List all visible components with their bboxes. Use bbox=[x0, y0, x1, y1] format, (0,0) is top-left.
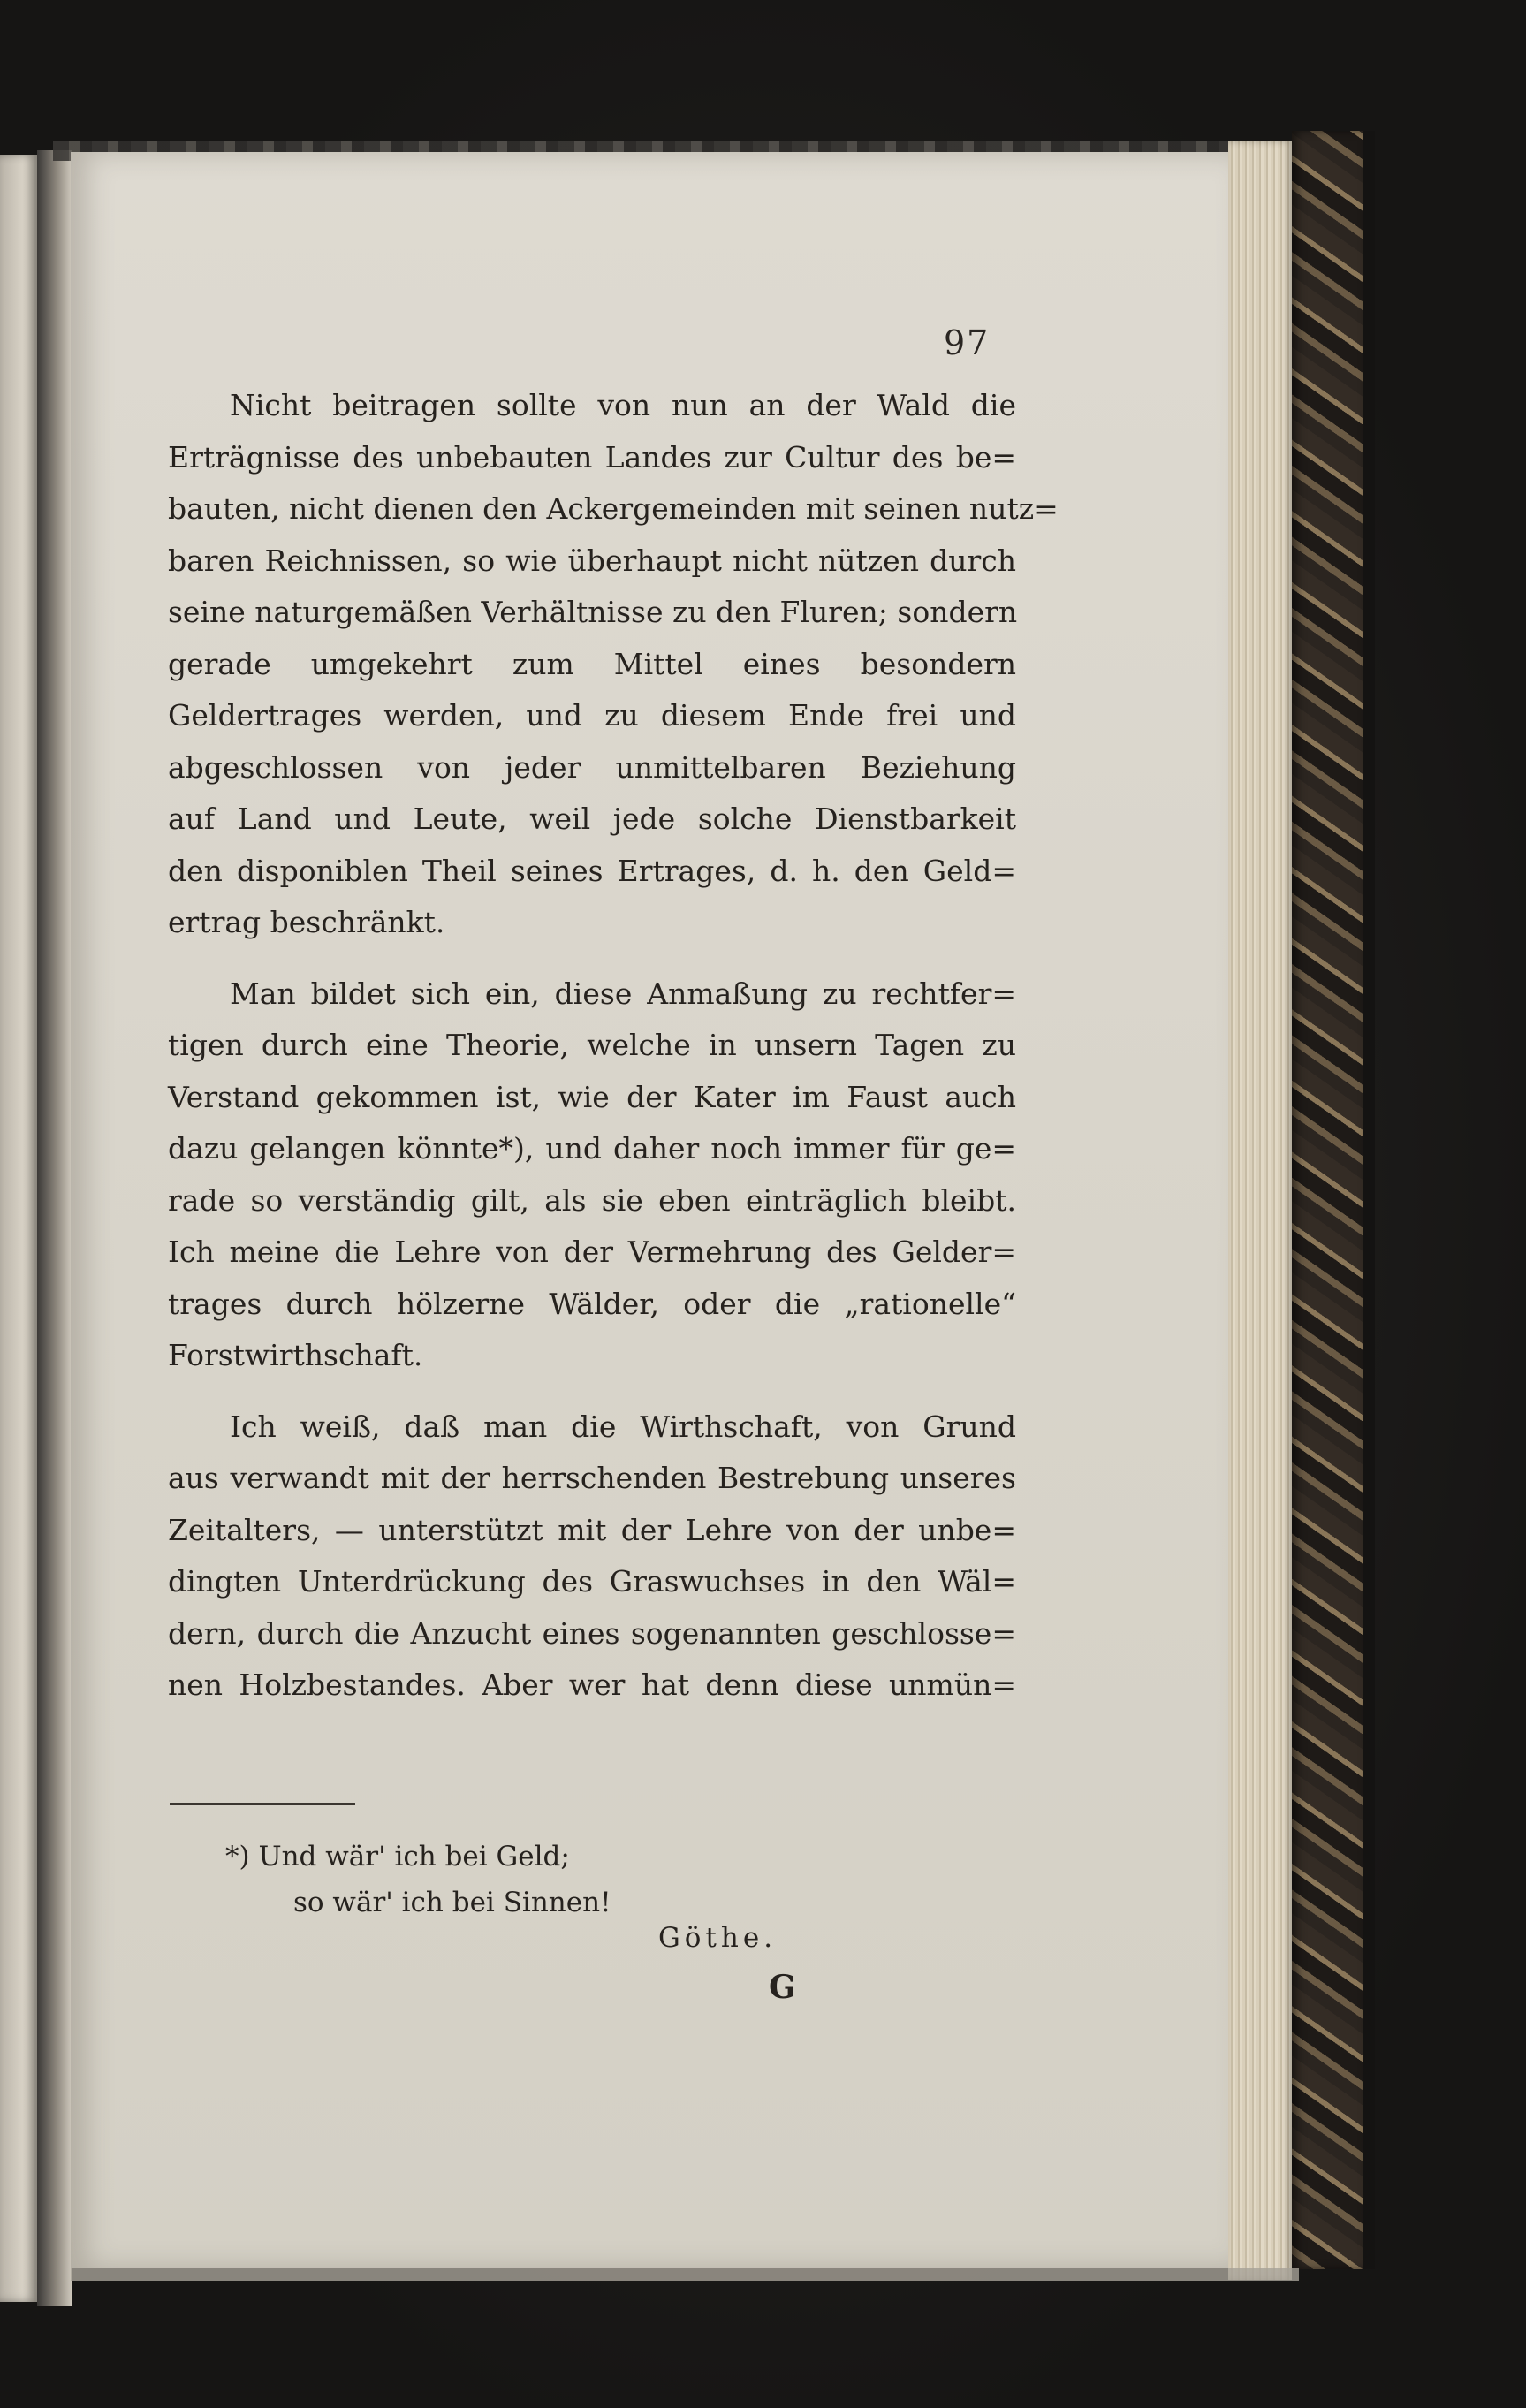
paragraph-gap bbox=[168, 949, 1016, 969]
text-line: seine naturgemäßen Verhältnisse zu den Fluren; sondern bbox=[168, 595, 1018, 629]
book-gutter bbox=[37, 150, 72, 2306]
page-bottom-edge bbox=[71, 2268, 1299, 2281]
text-line: bauten, nicht dienen den Ackergemeinden mit seinen nutz= bbox=[168, 491, 1059, 526]
text-line: Erträgnisse des unbebauten Landes zur Cultur des be= bbox=[168, 439, 1016, 475]
text-line: trages durch hölzerne Wälder, oder die „rationelle“ bbox=[168, 1286, 1016, 1321]
page-number: 97 bbox=[944, 323, 991, 362]
text-line: nen Holzbestandes. Aber wer hat denn diese unmün= bbox=[168, 1667, 1016, 1702]
paragraph-1 bbox=[168, 380, 1059, 949]
text-line: auf Land und Leute, weil jede solche Dienstbarkeit bbox=[168, 801, 1016, 836]
text-line: Forstwirthschaft. bbox=[168, 1338, 423, 1372]
previous-page-edge bbox=[0, 155, 37, 2302]
text-line: abgeschlossen von jeder unmittelbaren Beziehung bbox=[168, 749, 1016, 785]
paragraph-3 bbox=[168, 1402, 1016, 1712]
text-line: dern, durch die Anzucht eines sogenannten geschlosse= bbox=[168, 1615, 1016, 1651]
cover-edge bbox=[1363, 131, 1375, 2269]
footnote-line: *) Und wär' ich bei Geld; bbox=[225, 1841, 570, 1872]
marbled-cover bbox=[1292, 131, 1363, 2269]
signature-mark: G bbox=[769, 1969, 796, 2006]
text-line: Geldertrages werden, und zu diesem Ende frei und bbox=[168, 698, 1016, 733]
text-line: dazu gelangen könnte*), und daher noch immer für ge= bbox=[168, 1131, 1016, 1166]
footnote-rule bbox=[170, 1803, 355, 1805]
text-line: Verstand gekommen ist, wie der Kater im Faust auch bbox=[168, 1079, 1016, 1114]
text-line: Ich meine die Lehre von der Vermehrung des Gelder= bbox=[168, 1234, 1016, 1269]
page-stack-edge bbox=[1228, 141, 1292, 2280]
paragraph-gap bbox=[168, 1382, 1016, 1402]
text-line: ertrag beschränkt. bbox=[168, 905, 445, 939]
text-line: aus verwandt mit der herrschenden Bestrebung unseres bbox=[168, 1461, 1016, 1495]
text-line: Man bildet sich ein, diese Anmaßung zu rechtfer= bbox=[230, 976, 1016, 1011]
footnote-author: Göthe. bbox=[658, 1922, 778, 1954]
text-line: rade so verständig gilt, als sie eben einträglich bleibt. bbox=[168, 1182, 1016, 1218]
main-text bbox=[168, 380, 1059, 1712]
text-line: gerade umgekehrt zum Mittel eines besondern bbox=[168, 646, 1016, 681]
text-line: dingten Unterdrückung des Graswuchses in den Wäl= bbox=[168, 1564, 1016, 1599]
text-line: den disponiblen Theil seines Ertrages, d. h. den Geld= bbox=[168, 853, 1016, 888]
text-line: baren Reichnissen, so wie überhaupt nicht nützen durch bbox=[168, 543, 1016, 578]
paragraph-2 bbox=[168, 969, 1016, 1382]
text-line: Ich weiß, daß man die Wirthschaft, von Grund bbox=[230, 1409, 1016, 1444]
footnote-line: so wär' ich bei Sinnen! bbox=[293, 1887, 611, 1918]
footnote bbox=[225, 1834, 611, 1926]
text-line: Zeitalters, — unterstützt mit der Lehre von der unbe= bbox=[168, 1512, 1016, 1547]
text-line: tigen durch eine Theorie, welche in unsern Tagen zu bbox=[168, 1028, 1016, 1062]
text-line: Nicht beitragen sollte von nun an der Wald die bbox=[230, 388, 1016, 422]
